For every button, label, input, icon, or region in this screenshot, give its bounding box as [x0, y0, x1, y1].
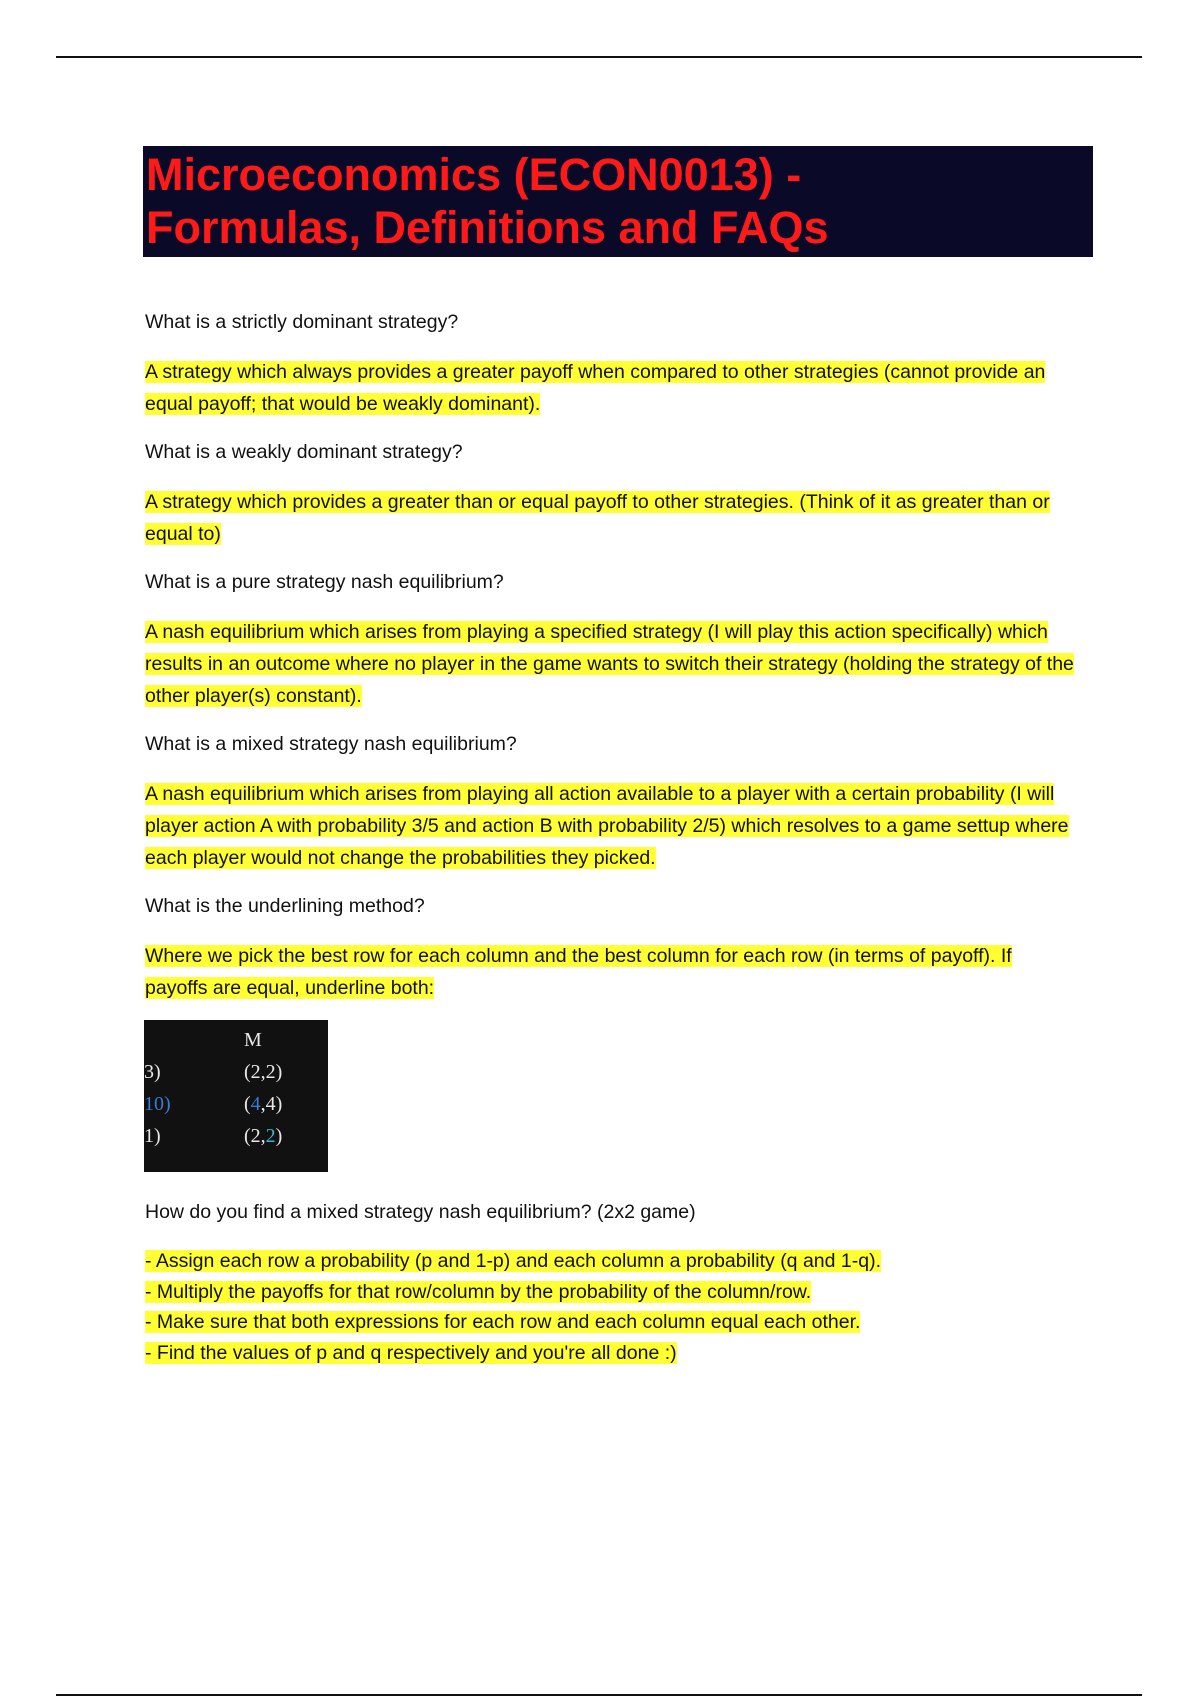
- matrix-cell: (2,2): [244, 1125, 283, 1147]
- matrix-column-header: M: [244, 1029, 262, 1051]
- title-banner: [143, 146, 1093, 257]
- bottom-rule: [56, 1694, 1142, 1696]
- mixed-method-steps: [145, 1246, 1075, 1368]
- payoff-matrix-image: [144, 1020, 328, 1172]
- title-line-2: Formulas, Definitions and FAQs: [146, 202, 829, 253]
- document-body: [145, 306, 1075, 1368]
- answer-mixed-nash: [145, 778, 1075, 874]
- answer-pure-nash: [145, 616, 1075, 712]
- answer-weakly-dominant: [145, 486, 1075, 550]
- question-strictly-dominant: What is a strictly dominant strategy?: [145, 311, 459, 333]
- answer-text: Where we pick the best row for each column and the best column for each row (in terms of payoff). If payoffs are equal, underline both:: [145, 945, 1012, 999]
- top-rule: [56, 56, 1142, 58]
- title-line-1: Microeconomics (ECON0013) -: [146, 149, 802, 200]
- question-mixed-nash: What is a mixed strategy nash equilibrium?: [145, 733, 517, 755]
- answer-text: A nash equilibrium which arises from playing all action available to a player with a certain probability (I will player action A with probability 3/5 and action B with probability 2/5) which resolves to a game settup where each player would not change the probabilities they picked.: [145, 783, 1069, 869]
- answer-strictly-dominant: [145, 356, 1075, 420]
- step-item: - Find the values of p and q respectively and you're all done :): [145, 1341, 677, 1364]
- matrix-cell: (2,2): [244, 1061, 283, 1083]
- answer-underlining-method: [145, 940, 1075, 1004]
- step-item: - Multiply the payoffs for that row/column by the probability of the column/row.: [145, 1280, 812, 1303]
- question-pure-nash: What is a pure strategy nash equilibrium?: [145, 571, 504, 593]
- answer-text: A strategy which always provides a greater payoff when compared to other strategies (cannot provide an equal payoff; that would be weakly dominant).: [145, 361, 1046, 415]
- matrix-row-left: 1): [144, 1125, 161, 1147]
- step-item: - Assign each row a probability (p and 1-p) and each column a probability (q and 1-q).: [145, 1250, 881, 1272]
- answer-text: A nash equilibrium which arises from playing a specified strategy (I will play this action specifically) which results in an outcome where no player in the game wants to switch their strategy (holding the strategy of the other player(s) constant).: [145, 621, 1074, 707]
- question-underlining-method: What is the underlining method?: [145, 895, 425, 917]
- matrix-row-left: 3): [144, 1061, 161, 1083]
- question-weakly-dominant: What is a weakly dominant strategy?: [145, 441, 463, 463]
- answer-text: A strategy which provides a greater than or equal payoff to other strategies. (Think of it as greater than or equal to): [145, 491, 1050, 545]
- matrix-row-left: 10): [144, 1093, 171, 1115]
- question-find-mixed-nash: How do you find a mixed strategy nash equilibrium? (2x2 game): [145, 1201, 696, 1223]
- matrix-cell: (4,4): [244, 1093, 283, 1115]
- step-item: - Make sure that both expressions for each row and each column equal each other.: [145, 1311, 861, 1333]
